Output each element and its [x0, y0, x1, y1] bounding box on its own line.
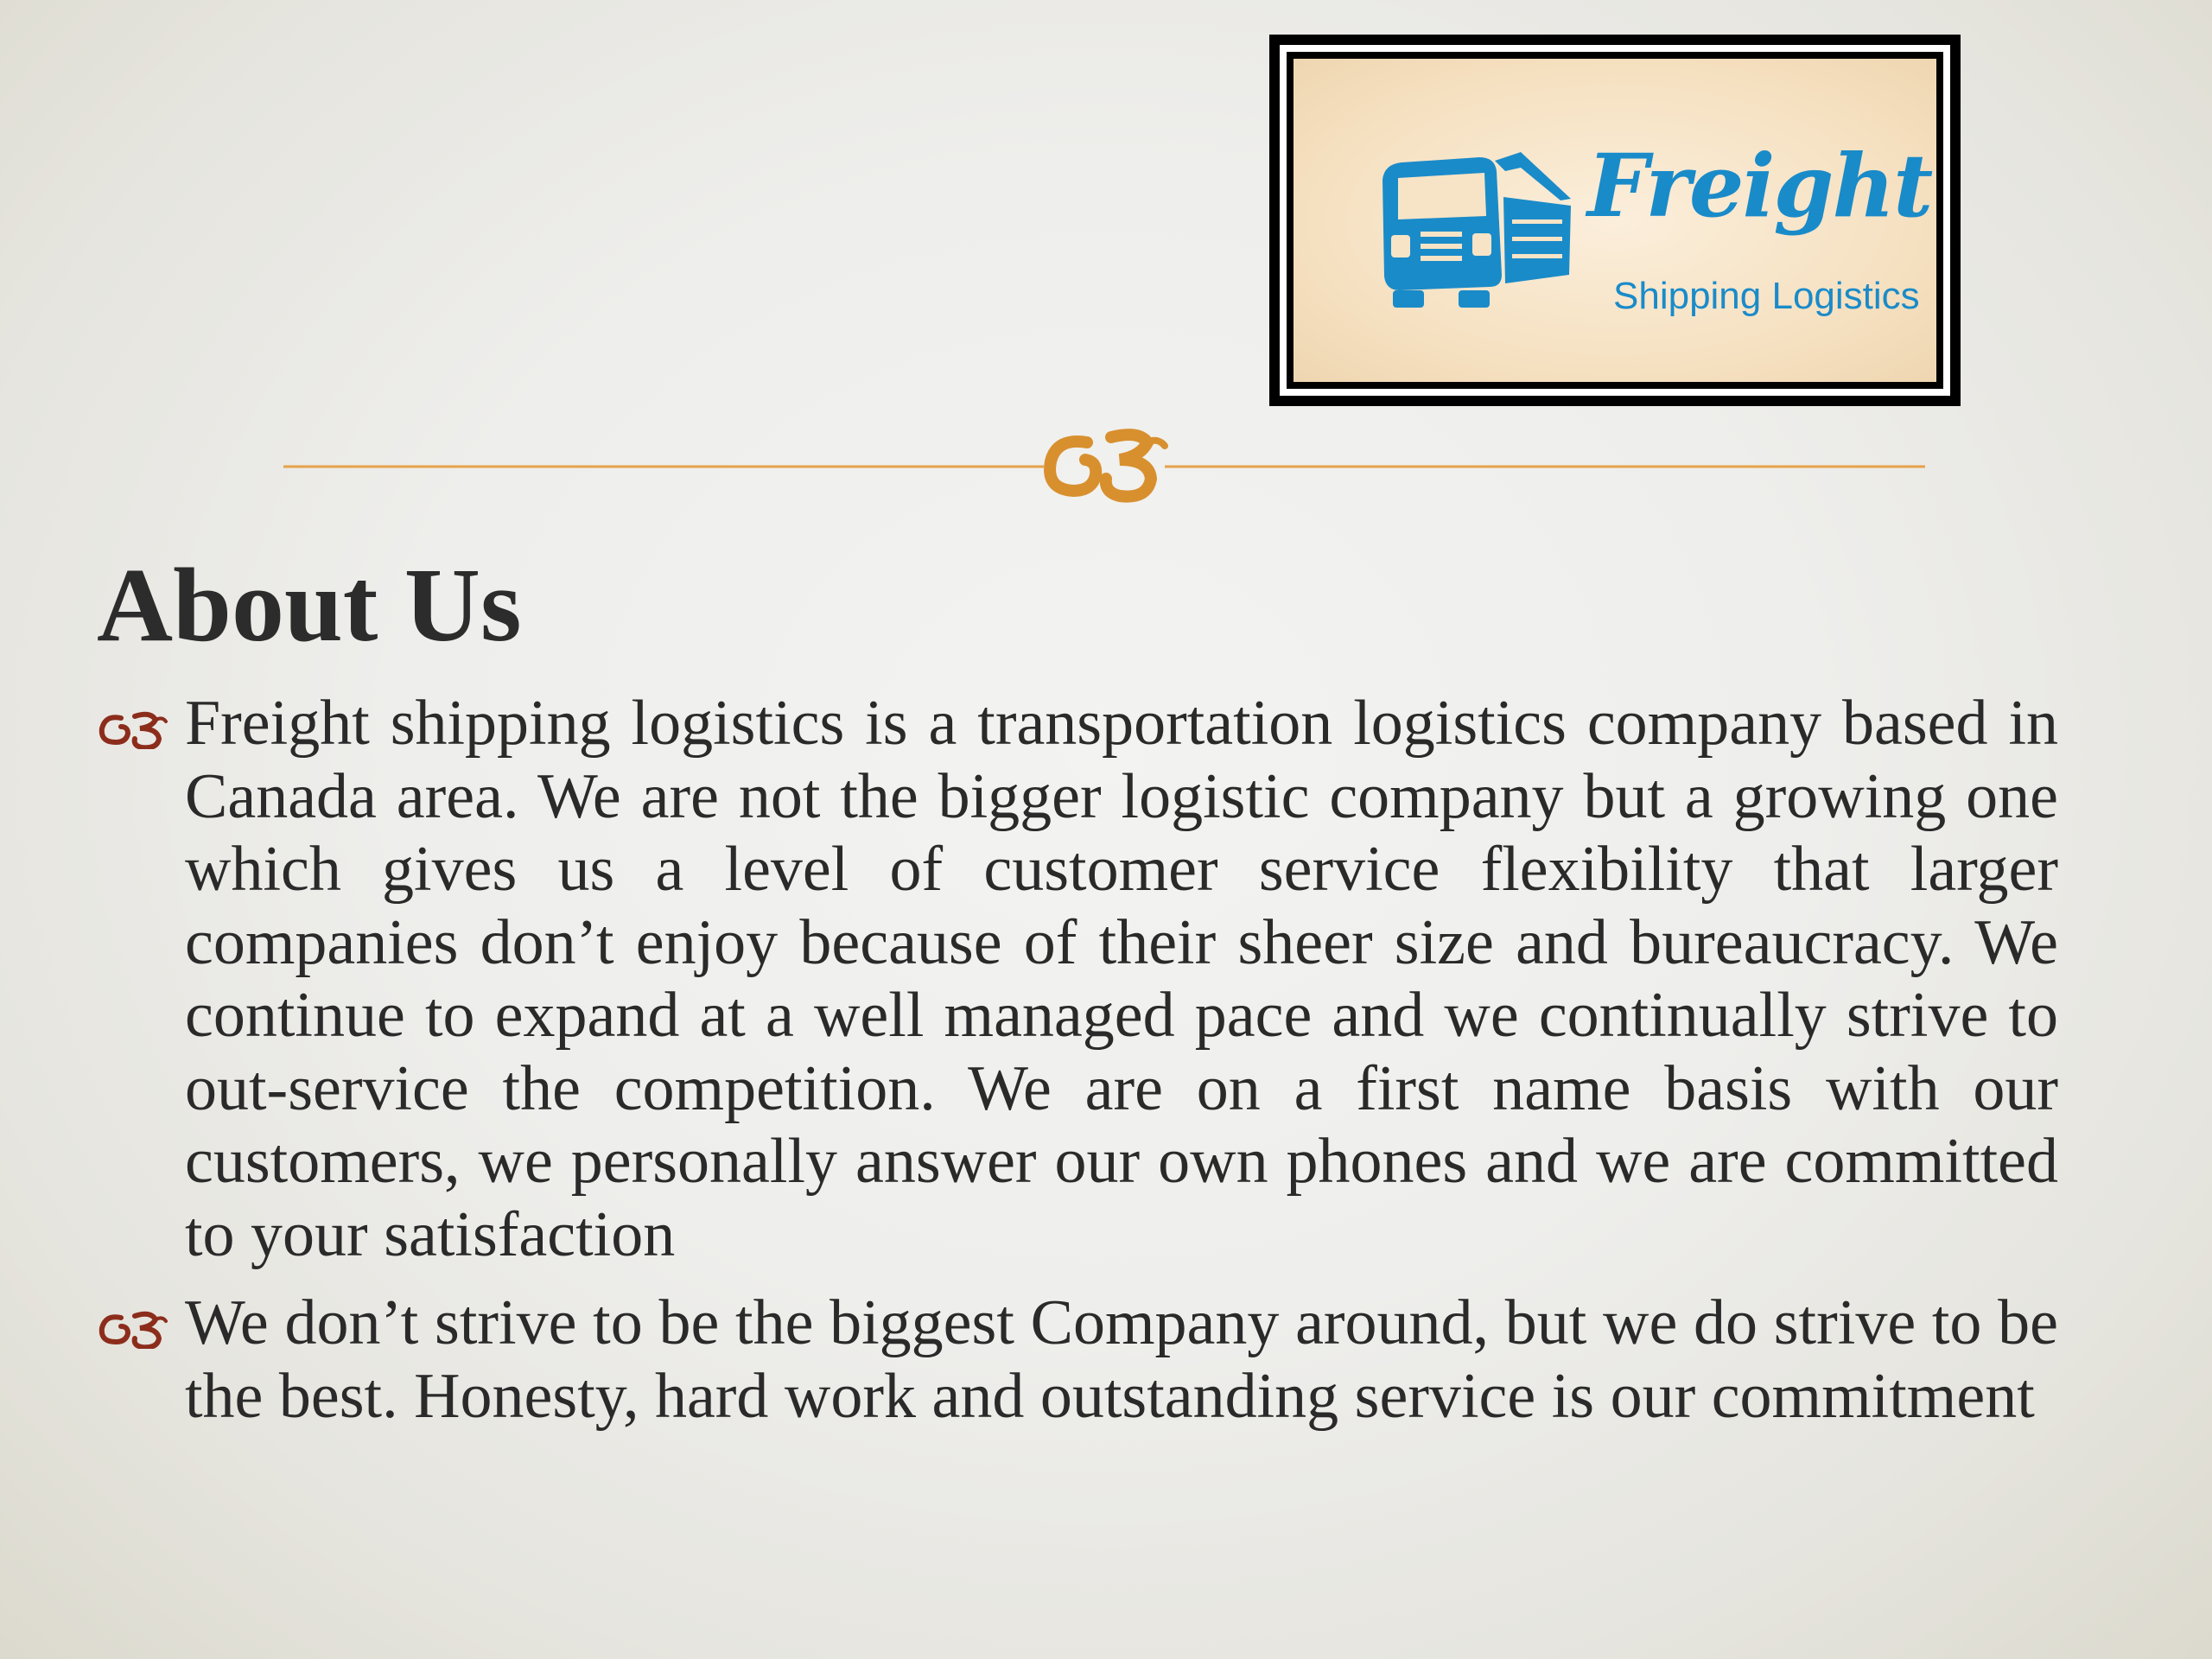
- ornamental-divider: [283, 422, 1925, 508]
- scroll-bullet-icon: [97, 1307, 168, 1349]
- bullet-list: [97, 687, 2058, 1448]
- list-item: [97, 687, 2058, 1271]
- logo-tagline: Shipping Logistics: [1613, 275, 1920, 317]
- truck-icon: [1376, 145, 1574, 309]
- scroll-bullet-icon: [97, 708, 168, 749]
- logo-wordmark: Freight: [1587, 135, 1932, 237]
- scroll-ornament-icon: [1050, 435, 1165, 496]
- list-item: [97, 1287, 2058, 1433]
- company-logo: [1269, 35, 1961, 406]
- bullet-text: Freight shipping logistics is a transportation logistics company based in Canada area. We are not the bigger logistic company but a growing one which gives us a level of customer service flexibility that larger companies don’t enjoy because of their sheer size and bureaucracy. We continue to expand at a well managed pace and we continually strive to out-service the competition. We are on a first name basis with our customers, we personally answer our own phones and we are committed to your satisfaction: [185, 688, 2058, 1270]
- page-title: About Us: [97, 547, 522, 664]
- bullet-text: We don’t strive to be the biggest Company around, but we do strive to be the best. Honesty, hard work and outstanding service is our commitment: [185, 1287, 2058, 1432]
